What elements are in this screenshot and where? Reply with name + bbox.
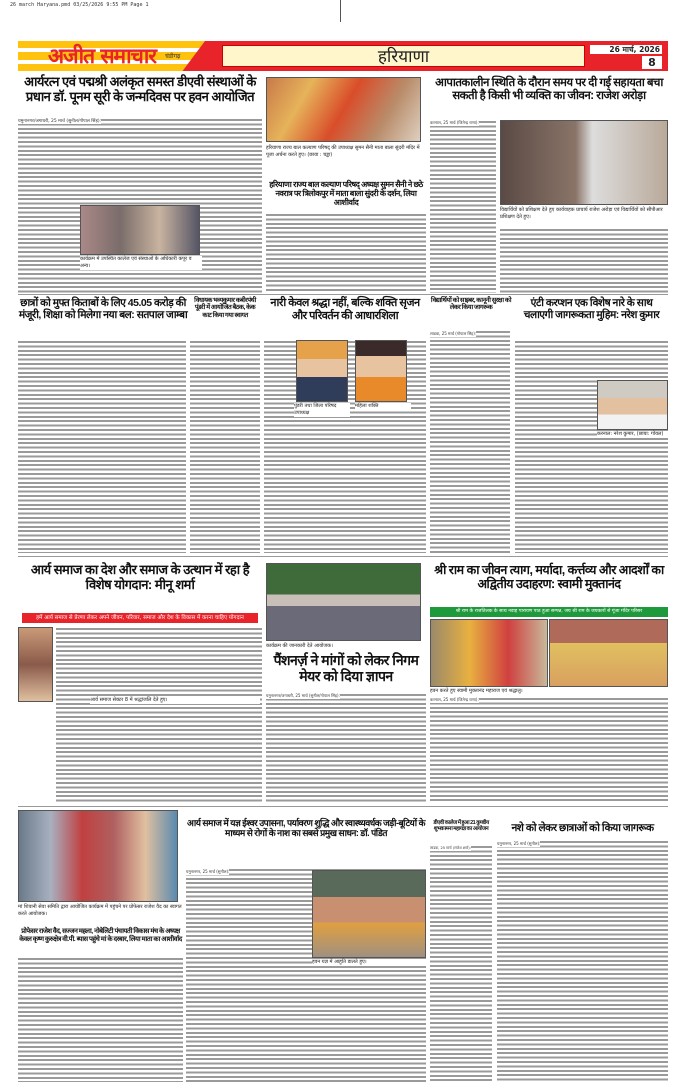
dateline-s14: लाडवा, 25 मार्च (राजेश शर्मा): [430, 846, 471, 850]
article-body-s4 [18, 340, 186, 553]
article-body-s10 [266, 693, 426, 803]
photo-s8 [597, 380, 668, 430]
photo-s6-man [296, 340, 348, 402]
caption-s2: हरियाणा राज्य बाल कल्याण परिषद् की उपाध्यक्ष सुमन सैनी माता बाला सुंदरी मंदिर में पूजा अर्चना करते हुए। (छाया : चड्ढा) [266, 145, 420, 158]
caption-s6-1: पुंडरी तथा जिला परिषद उपाध्यक्ष [294, 403, 350, 417]
dateline-s15: यमुनानगर, 25 मार्च (सुनील): [497, 841, 541, 846]
headline-s10: पैंशनर्ज़ ने मांगों को लेकर निगम मेयर को दिया ज्ञापन [273, 652, 419, 685]
photo-s2 [266, 77, 421, 142]
dateline-s13: यमुनानगर, 25 मार्च (सुनील): [186, 869, 230, 874]
photo-s10 [266, 563, 421, 641]
caption-s3: विद्यार्थियों को प्रशिक्षण देते हुए कार्यवाहक प्राचार्य राजेश अरोड़ा एवं विद्यार्थियों को सीपीआर प्रशिक्षण देते हुए। [500, 207, 663, 220]
edition-date: 26 मार्च, 2026 [590, 45, 662, 54]
headline-s13: आर्य समाज में यज्ञ ईश्वर उपासना, पर्यावरण शुद्धि और स्वास्थ्यवर्धक जड़ी-बूटियों के माध्यम से रोगों के नाश का सबसे प्रमुख साधन: डॉ. पंडित [187, 818, 425, 839]
article-body-s15 [497, 840, 668, 1082]
headline-s15: नशे को लेकर छात्राओं को किया जागरूक [511, 822, 654, 834]
article-body-s3 [430, 120, 496, 293]
caption-s8: करनाल: नरेश कुमार, (छाया: गोयल) [597, 431, 668, 438]
photo-s1 [80, 205, 200, 255]
headline-s4: छात्रों को मुफ्त किताबों के लिए 45.05 करोड़ की मंजूरी, शिक्षा को मिलेगा नया बल: सतपाल जाम्बा [18, 297, 188, 322]
headline-s2: हरियाणा राज्य बाल कल्याण परिषद् अध्यक्ष सुमन सैनी ने छठे नवरात्र पर त्रिलोकपुर में माता बाला सुंदरी के दर्शन, लिया आशीर्वाद [269, 180, 423, 208]
article-body-s9 [56, 627, 262, 803]
article-body-s14 [430, 845, 492, 1082]
crop-mark [340, 0, 341, 22]
dateline-s11: करनाल, 25 मार्च (जितेन्द्र राणा): [430, 697, 479, 702]
subhead-s11: श्री राम के राजतिलक के साथ नवाह पारायण पाठ हुआ सम्पन्न, जय श्री राम के जयकारों से गूंजा मंदिर परिसर [430, 607, 668, 617]
headline-s9: आर्य समाज का देश और समाज के उत्थान में रहा है विशेष योगदान: मीनू शर्मा [30, 562, 250, 592]
divider [18, 806, 668, 807]
photo-s11-a [430, 619, 548, 687]
caption-s11: हवन करते हुए स्वामी मुक्तानंद महाराज एवं श्रद्धालु। [430, 688, 523, 694]
section-title: हरियाणा [222, 45, 585, 67]
caption-s10: कार्यक्रम की जानकारी देते आयोजक। [266, 643, 333, 649]
headline-s6: नारी केवल श्रद्धा नहीं, बल्कि शक्ति सृजन और परिवर्तन की आधारशिला [270, 297, 420, 322]
article-body-s5 [190, 340, 260, 553]
photo-s13 [312, 870, 426, 958]
caption-s6-2: महिला शक्ति [355, 403, 411, 410]
article-body-s8 [515, 340, 668, 553]
photo-s6-woman [355, 340, 407, 402]
subhead-s9: हमें आर्य समाज से प्रेरणा लेकर अपने जीवन, परिवार, समाज और देश के विकास में करना चाहिए योगदान [22, 613, 258, 623]
dateline-s7: लाडवा, 25 मार्च (गोपाल सिंह): [430, 331, 477, 336]
masthead-logo: अजीत समाचार [48, 43, 156, 68]
article-body-s7 [430, 330, 510, 553]
photo-s12 [18, 810, 178, 902]
headline-s7: विद्यार्थियों को साइबर, कानूनी सुरक्षा को लेकर किया जागरूक [430, 297, 512, 312]
dateline-s1: यमुनानगर/जगाधरी, 25 मार्च (सुनील/गोपाल सिंह): [18, 119, 102, 124]
article-body-s3b [500, 228, 668, 293]
divider [18, 294, 668, 295]
caption-s13: हवन यज्ञ में आहुति डालते हुए। [312, 959, 426, 966]
divider [18, 556, 668, 557]
headline-s1: आर्यरत्न एवं पद्मश्री अलंकृत समस्त डीएवी संस्थाओं के प्रधान डॉ. पूनम सूरी के जन्मदिवस पर हवन आयोजित [24, 74, 256, 104]
caption-s12: मां शिवानी सेवा समिति द्वारा आयोजित कार्यक्रम में पहुंचने पर प्रोफेसर राजेश वैद का स्वागत करते आयोजक। [18, 904, 182, 917]
headline-s14: डीएवी कालेज में हुआ 21 कुण्डीय शुभकामना महायज्ञ का आयोजन [433, 820, 489, 833]
page-number: 8 [642, 56, 662, 69]
dateline-s10: यमुनानगर/जगाधरी, 25 मार्च (सुनील/गोपाल सिंह): [266, 693, 340, 698]
photo-s11-b [549, 619, 668, 687]
photo-s9 [18, 627, 53, 702]
headline-s8: एंटी करप्शन एक विशेष नारे के साथ चलाएगी जागरूकता मुहिम: नरेश कुमार [523, 297, 660, 322]
dateline-s3: करनाल, 25 मार्च (जितेन्द्र राणा): [430, 120, 479, 125]
article-body-s2 [266, 213, 426, 293]
headline-s12: प्रोफेसर राजेश वैद, सज्जन महला, नोबेलिटी पंचायती विकास मंच के अध्यक्ष केवल कृष्ण कुरुक्षेत्र वी.पी. ब्यास पहुंचे मां के दरबार, लिया माता का आशीर्वाद [19, 928, 182, 943]
article-body-s11 [430, 697, 668, 803]
headline-s5: विधायक भव्यकुमार कबीरपंथी पूंडरी में आयोजित बैठक, केक काट किया गया स्वागत [194, 297, 256, 319]
headline-s3: आपातकालीन स्थिति के दौरान समय पर दी गई सहायता बचा सकती है किसी भी व्यक्ति का जीवन: राजेश अरोड़ा [435, 77, 663, 103]
caption-s9: आर्य समाज सेक्टर 8 में श्रद्धांजलि देते हुए। [90, 697, 260, 704]
print-slug: 26 march Haryana.pmd 03/25/2026 9:55 PM Page 1 [10, 2, 149, 8]
masthead-city: चंडीगढ़ [165, 53, 181, 60]
photo-s3 [500, 120, 668, 205]
article-body-s12 [18, 957, 183, 1082]
headline-s11: श्री राम का जीवन त्याग, मर्यादा, कर्त्तव्य और आदर्शों का अद्वितीय उदाहरण: स्वामी मुक्तानंद [434, 563, 664, 592]
caption-s1: कार्यक्रम में उपस्थित कालेज एवं संस्थाओं के अधिकारी कपूर व अन्य। [80, 256, 202, 270]
